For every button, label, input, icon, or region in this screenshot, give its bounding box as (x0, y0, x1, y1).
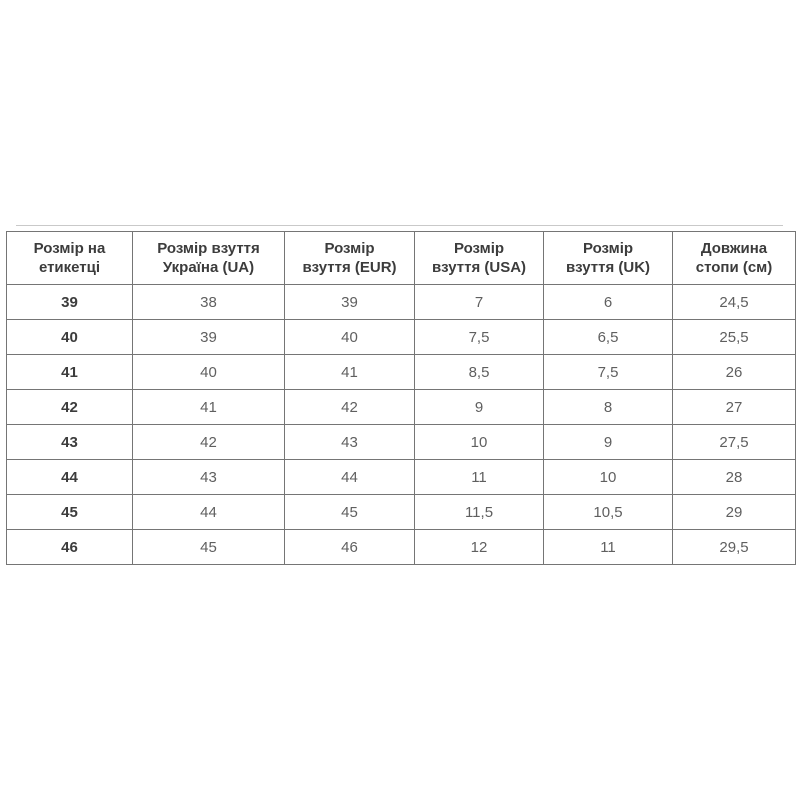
cell-label-size: 41 (7, 355, 133, 390)
table-cell: 9 (544, 425, 673, 460)
table-row (7, 495, 796, 530)
table-row (7, 425, 796, 460)
table-row (7, 390, 796, 425)
table-cell: 42 (285, 390, 415, 425)
cell-label-size: 42 (7, 390, 133, 425)
column-header-foot-length (673, 232, 796, 285)
table-cell: 38 (133, 285, 285, 320)
cell-label-size: 40 (7, 320, 133, 355)
column-header-ua-size (133, 232, 285, 285)
section-divider (16, 225, 783, 226)
table-cell: 41 (285, 355, 415, 390)
table-cell: 8,5 (415, 355, 544, 390)
table-body (7, 285, 796, 565)
header-line-1: Розмір на (33, 240, 106, 257)
table-cell: 27 (673, 390, 796, 425)
header-line-2: взуття (UK) (565, 259, 651, 276)
table-cell: 10 (415, 425, 544, 460)
table-cell: 25,5 (673, 320, 796, 355)
table-cell: 6 (544, 285, 673, 320)
table-cell: 46 (285, 530, 415, 565)
header-line-2: стопи (см) (695, 259, 773, 276)
table-cell: 8 (544, 390, 673, 425)
table-cell: 9 (415, 390, 544, 425)
column-header-eur-size (285, 232, 415, 285)
header-line-2: взуття (USA) (431, 259, 527, 276)
header-line-1: Розмір (453, 240, 505, 257)
header-line-1: Довжина (700, 240, 768, 257)
table-cell: 44 (133, 495, 285, 530)
header-line-1: Розмір (324, 240, 375, 257)
table-cell: 43 (133, 460, 285, 495)
table-row (7, 285, 796, 320)
table-cell: 7,5 (544, 355, 673, 390)
table-cell: 11 (544, 530, 673, 565)
header-line-2: етикетці (38, 259, 101, 276)
table-cell: 43 (285, 425, 415, 460)
table-cell: 45 (285, 495, 415, 530)
header-line-2: взуття (EUR) (302, 259, 397, 276)
table-cell: 29 (673, 495, 796, 530)
cell-label-size: 39 (7, 285, 133, 320)
table-row (7, 530, 796, 565)
table-cell: 28 (673, 460, 796, 495)
table-cell: 24,5 (673, 285, 796, 320)
table-cell: 10,5 (544, 495, 673, 530)
cell-label-size: 45 (7, 495, 133, 530)
header-line-1: Розмір (582, 240, 634, 257)
cell-label-size: 43 (7, 425, 133, 460)
cell-label-size: 46 (7, 530, 133, 565)
cell-label-size: 44 (7, 460, 133, 495)
table-cell: 40 (133, 355, 285, 390)
table-cell: 11 (415, 460, 544, 495)
table-cell: 45 (133, 530, 285, 565)
table-cell: 26 (673, 355, 796, 390)
header-line-2: Україна (UA) (162, 259, 255, 276)
column-header-label-size (7, 232, 133, 285)
table-row (7, 460, 796, 495)
header-line-1: Розмір взуття (157, 240, 260, 257)
column-header-uk-size (544, 232, 673, 285)
table-cell: 7,5 (415, 320, 544, 355)
table-cell: 39 (285, 285, 415, 320)
table-cell: 11,5 (415, 495, 544, 530)
table-cell: 6,5 (544, 320, 673, 355)
table-cell: 40 (285, 320, 415, 355)
table-header (7, 232, 796, 285)
table-cell: 12 (415, 530, 544, 565)
table-cell: 41 (133, 390, 285, 425)
table-cell: 7 (415, 285, 544, 320)
table-cell: 29,5 (673, 530, 796, 565)
table-cell: 10 (544, 460, 673, 495)
table-cell: 42 (133, 425, 285, 460)
table-row (7, 355, 796, 390)
column-header-usa-size (415, 232, 544, 285)
header-row (7, 232, 796, 285)
table-cell: 39 (133, 320, 285, 355)
table-cell: 27,5 (673, 425, 796, 460)
table-row (7, 320, 796, 355)
size-conversion-table (6, 231, 796, 565)
table-cell: 44 (285, 460, 415, 495)
